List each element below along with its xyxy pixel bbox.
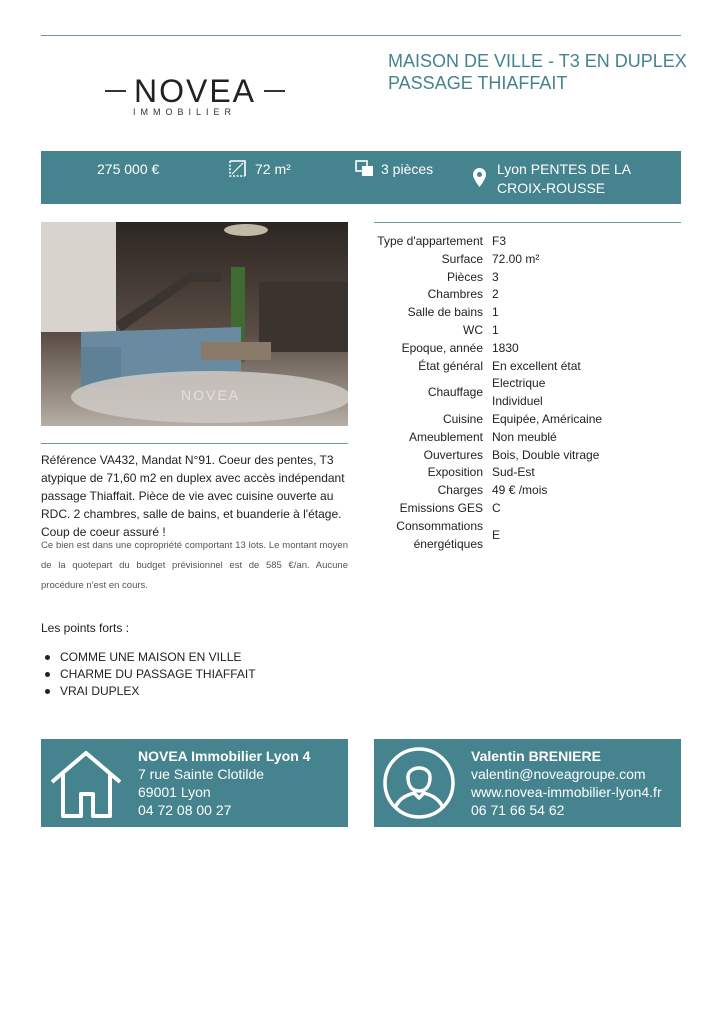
description: Référence VA432, Mandat N°91. Coeur des pentes, T3 atypique de 71,60 m2 en duplex avec accès indépendant passage Thiaffait. Pièce de vie avec cuisine ouverte au RDC. 2 chambres, salle de bains, et buanderie à l'étage. Coup de coeur assuré !: [41, 453, 345, 539]
spec-value: Electrique Individuel: [492, 376, 546, 409]
logo-subtitle: IMMOBILIER: [133, 107, 237, 117]
spec-value: 2: [492, 287, 499, 302]
spec-value: 49 € /mois: [492, 483, 548, 498]
spec-row: [374, 464, 681, 482]
spec-row: [374, 375, 681, 411]
spec-label: Pièces: [446, 269, 483, 284]
spec-label: Chambres: [427, 287, 483, 302]
spec-label: Surface: [441, 251, 483, 266]
spec-value: Bois, Double vitrage: [492, 447, 600, 462]
agent-email[interactable]: valentin@noveagroupe.com: [471, 766, 646, 782]
bullet-icon: [45, 689, 50, 694]
property-photo: [41, 222, 348, 426]
logo-wordmark: NOVEA: [133, 73, 257, 109]
location: Lyon PENTES DE LA CROIX-ROUSSE: [497, 161, 631, 196]
specs-table: [374, 233, 681, 553]
specs-divider: [374, 222, 681, 223]
spec-row: [374, 447, 681, 465]
rooms: 3 pièces: [381, 161, 434, 177]
surface: 72 m²: [255, 161, 291, 177]
spec-label: Consommations énergétiques: [396, 518, 483, 551]
highlight-item: [41, 666, 256, 683]
highlight-item: [41, 683, 256, 700]
spec-row: [374, 358, 681, 376]
bullet-icon: [45, 672, 50, 677]
agent-phone[interactable]: 06 71 66 54 62: [471, 802, 565, 818]
spec-label: Cuisine: [442, 411, 483, 426]
agent-website[interactable]: www.novea-immobilier-lyon4.fr: [471, 784, 662, 800]
spec-label: Epoque, année: [401, 340, 483, 355]
spec-label: Chauffage: [427, 385, 483, 400]
spec-value: E: [492, 527, 501, 542]
spec-value: 1830: [492, 340, 519, 355]
spec-value: 1: [492, 322, 499, 337]
house-icon: [50, 750, 122, 818]
spec-label: Ouvertures: [423, 447, 483, 462]
spec-row: [374, 482, 681, 500]
agency-phone[interactable]: 04 72 08 00 27: [138, 802, 232, 818]
legal-note: Ce bien est dans une copropriété comportant 13 lots. Le montant moyen de la quotepart du budget prévisionnel est de 585 €/an. Aucune procédure n'est en cours.: [41, 540, 348, 591]
spec-label: Type d'appartement: [377, 234, 483, 248]
spec-value: 1: [492, 305, 499, 320]
info-band: [41, 151, 681, 204]
agency-city: 69001 Lyon: [138, 784, 211, 800]
location-pin-icon: [473, 168, 486, 187]
spec-value: Non meublé: [492, 429, 557, 444]
spec-label: Salle de bains: [407, 305, 483, 320]
spec-row: [374, 500, 681, 518]
agency-card: [41, 739, 348, 827]
surface-icon: [229, 160, 246, 177]
agent-card: [374, 739, 681, 827]
spec-row: [374, 269, 681, 287]
spec-value: Equipée, Américaine: [492, 411, 603, 426]
spec-label: WC: [463, 322, 483, 337]
spec-row: [374, 518, 681, 554]
description-divider: [41, 443, 348, 444]
highlight-text: VRAI DUPLEX: [60, 684, 140, 698]
spec-value: Sud-Est: [492, 465, 535, 480]
spec-label: État général: [418, 358, 483, 373]
spec-label: Ameublement: [408, 429, 483, 444]
spec-row: [374, 304, 681, 322]
spec-value: F3: [492, 234, 507, 248]
spec-value: 72.00 m²: [492, 251, 540, 266]
spec-row: [374, 340, 681, 358]
spec-row: [374, 286, 681, 304]
logo: [105, 73, 285, 109]
highlights-list: [41, 649, 256, 700]
bullet-icon: [45, 655, 50, 660]
agent-name: Valentin BRENIERE: [471, 748, 601, 764]
spec-label: Emissions GES: [399, 500, 483, 515]
agency-name: NOVEA Immobilier Lyon 4: [138, 748, 311, 764]
photo-watermark: NOVEA: [181, 387, 241, 403]
price: 275 000 €: [97, 161, 160, 177]
highlight-item: [41, 649, 256, 666]
spec-row: [374, 322, 681, 340]
spec-row: [374, 251, 681, 269]
top-divider: [41, 35, 681, 36]
agency-street: 7 rue Sainte Clotilde: [138, 766, 265, 782]
user-avatar-icon: [382, 746, 456, 820]
spec-value: C: [492, 500, 501, 515]
highlight-text: CHARME DU PASSAGE THIAFFAIT: [60, 667, 256, 681]
highlight-text: COMME UNE MAISON EN VILLE: [60, 650, 242, 664]
highlights-title: Les points forts :: [41, 621, 130, 635]
spec-label: Charges: [437, 483, 483, 498]
spec-row: [374, 411, 681, 429]
spec-row: [374, 429, 681, 447]
spec-row: [374, 233, 681, 251]
rooms-icon: [355, 160, 374, 177]
spec-label: Exposition: [427, 465, 483, 480]
listing-title: MAISON DE VILLE - T3 EN DUPLEX PASSAGE THIAFFAIT: [388, 51, 687, 93]
spec-value: En excellent état: [492, 358, 581, 373]
spec-value: 3: [492, 269, 499, 284]
